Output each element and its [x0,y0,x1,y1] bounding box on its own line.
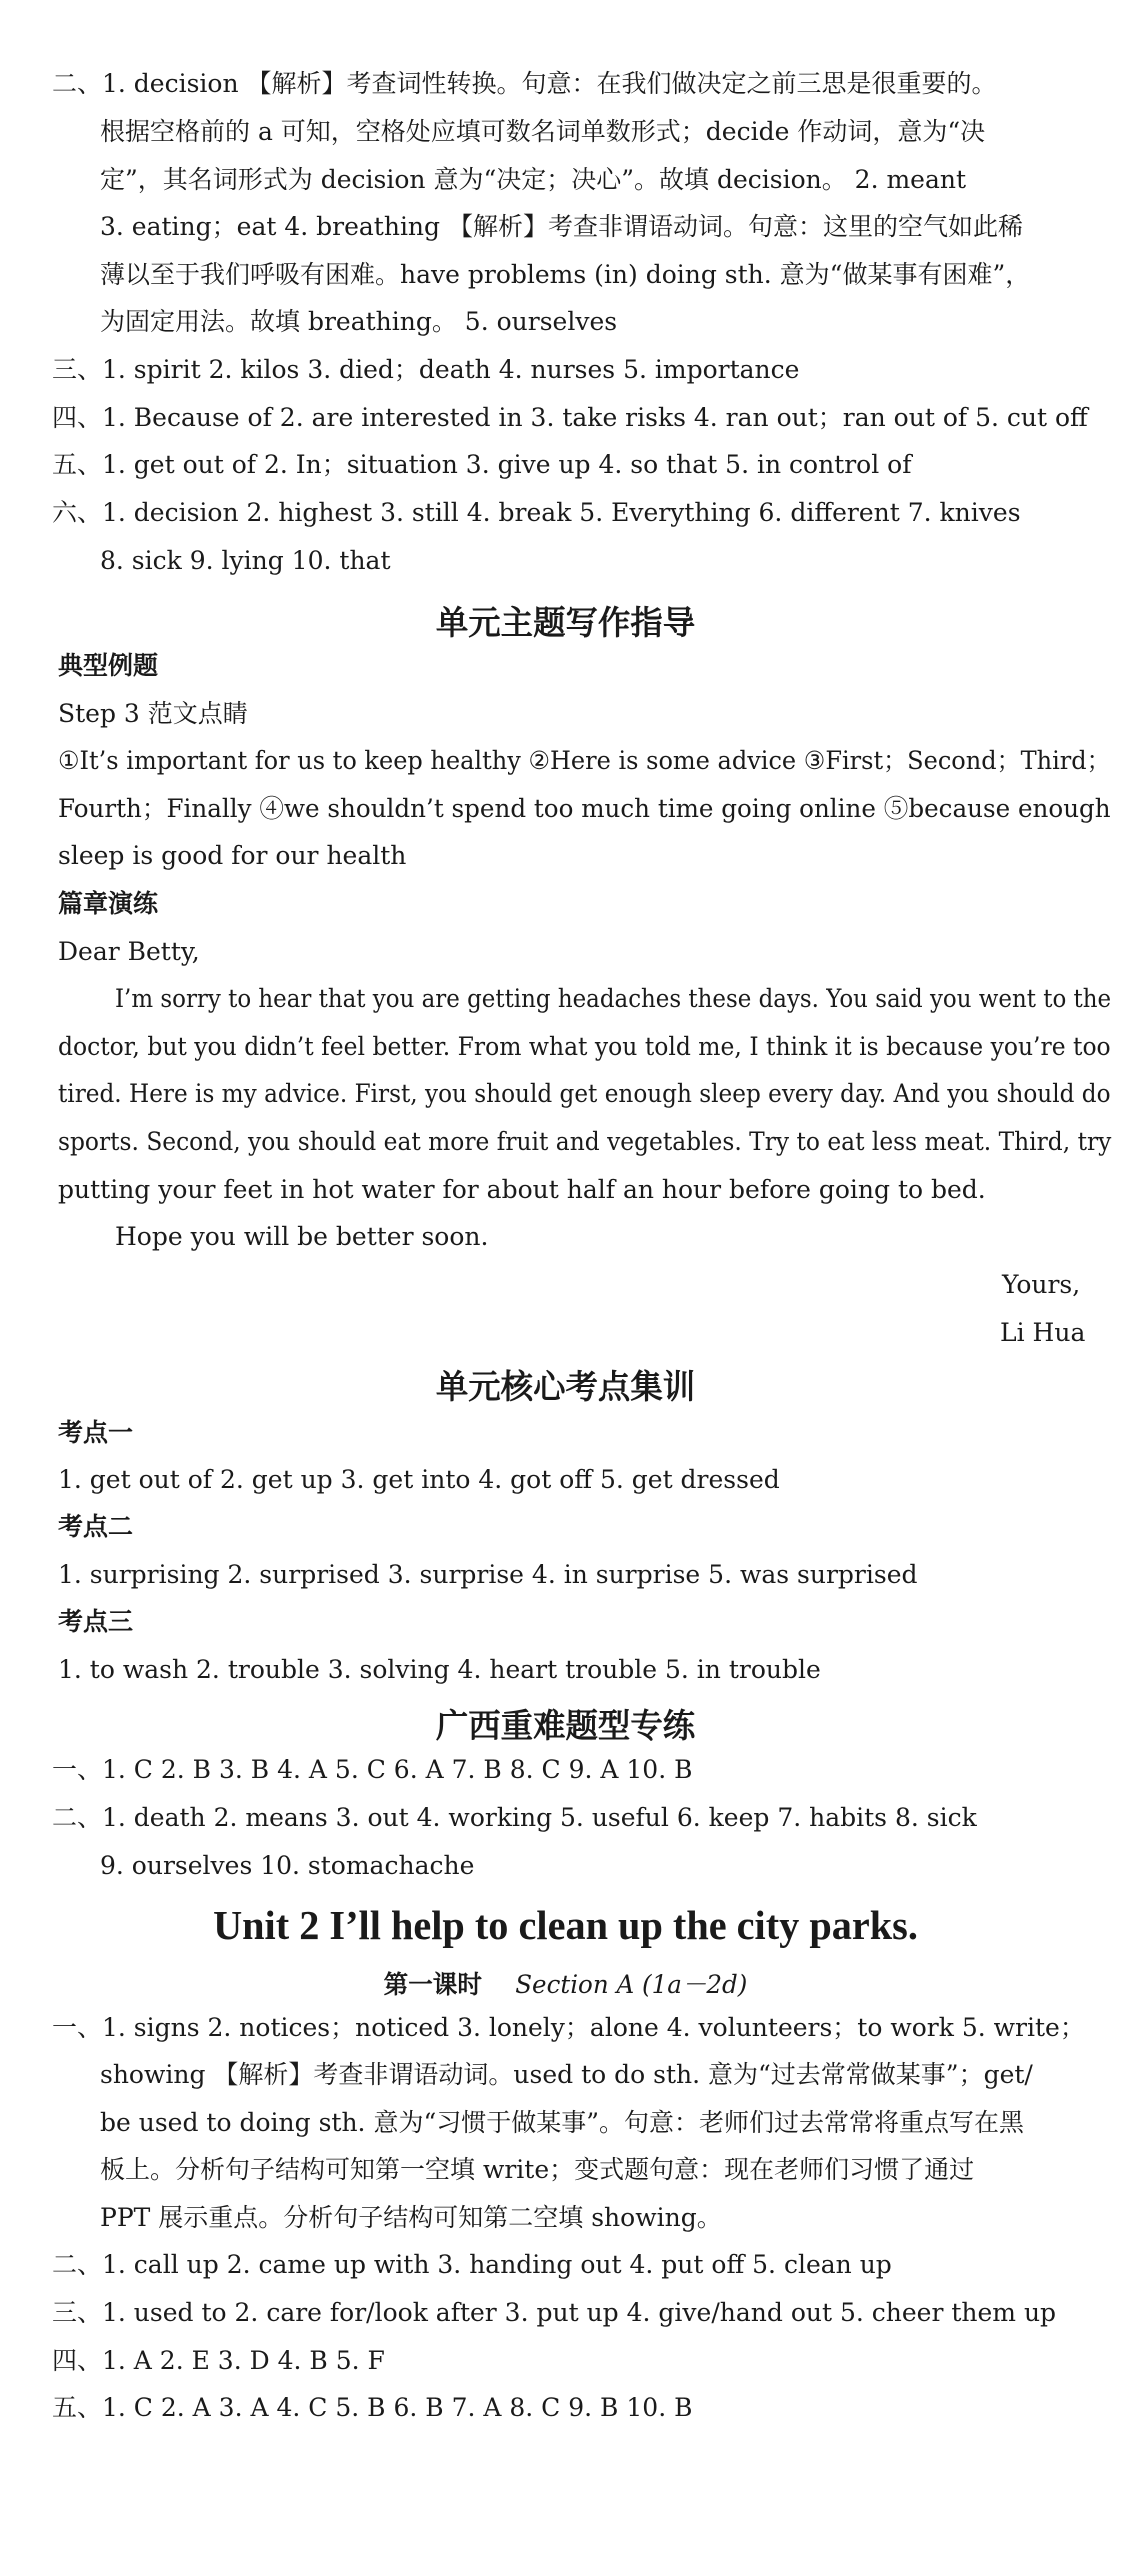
answer-line: 3. eating；eat 4. breathing 【解析】考查非谓语动词。句意：这里的空气如此稀 [100,212,1023,241]
core-point-answers: 1. get out of 2. get up 3. get into 4. got off 5. get dressed [58,1465,780,1494]
example-heading: 典型例题 [58,651,159,680]
answer-line: 六、1. decision 2. highest 3. still 4. break 5. Everything 6. different 7. knives [52,498,1021,527]
guangxi-line: 二、1. death 2. means 3. out 4. working 5. useful 6. keep 7. habits 8. sick [52,1803,977,1832]
step-line: sleep is good for our health [58,841,407,870]
unit-line: 二、1. call up 2. came up with 3. handing out 4. put off 5. clean up [52,2250,892,2279]
letter-line: Hope you will be better soon. [115,1222,489,1251]
writing-section-title: 单元主题写作指导 [435,603,696,642]
letter-line: I’m sorry to hear that you are getting headaches these days. You said you went to the [115,984,1112,1013]
answer-line: 根据空格前的 a 可知，空格处应填可数名词单数形式；decide 作动词，意为“决 [100,117,986,146]
unit-line: 一、1. signs 2. notices；noticed 3. lonely；alone 4. volunteers；to work 5. write； [52,2013,1085,2042]
core-point-answers: 1. surprising 2. surprised 3. surprise 4. in surprise 5. was surprised [58,1560,918,1589]
step-label: Step 3 范文点睛 [58,699,248,728]
guangxi-line: 9. ourselves 10. stomachache [100,1851,475,1880]
lesson-label: 第一课时 [383,1970,482,1999]
answer-line: 四、1. Because of 2. are interested in 3. take risks 4. ran out；ran out of 5. cut off [52,403,1088,432]
answer-line: 薄以至于我们呼吸有困难。have problems (in) doing sth. 意为“做某事有困难”， [100,260,1031,289]
core-point-answers: 1. to wash 2. trouble 3. solving 4. heart trouble 5. in trouble [58,1655,821,1684]
unit-line: 四、1. A 2. E 3. D 4. B 5. F [52,2346,385,2375]
unit-line: be used to doing sth. 意为“习惯于做某事”。句意：老师们过去常常将重点写在黑 [100,2108,1025,2137]
unit-line: 板上。分析句子结构可知第一空填 write；变式题句意：现在老师们习惯了通过 [100,2155,975,2184]
core-point-label: 考点三 [58,1607,134,1636]
unit-line: PPT 展示重点。分析句子结构可知第二空填 showing。 [100,2203,722,2232]
letter-signature: Li Hua [1000,1318,1086,1347]
core-section-title: 单元核心考点集训 [435,1367,696,1406]
guangxi-section-title: 广西重难题型专练 [435,1706,696,1745]
unit-line: 三、1. used to 2. care for/look after 3. put up 4. give/hand out 5. cheer them up [52,2298,1057,2327]
answer-line: 为固定用法。故填 breathing。 5. ourselves [100,307,618,336]
letter-closing: Yours, [1002,1270,1081,1299]
answer-line: 五、1. get out of 2. In；situation 3. give up 4. so that 5. in control of [52,450,912,479]
answer-line: 8. sick 9. lying 10. that [100,546,391,575]
letter-greeting: Dear Betty, [58,937,200,966]
step-line: ①It’s important for us to keep healthy ②Here is some advice ③First；Second；Third； [58,746,1111,775]
guangxi-line: 一、1. C 2. B 3. B 4. A 5. C 6. A 7. B 8. C 9. A 10. B [52,1755,693,1784]
answer-line: 定”，其名词形式为 decision 意为“决定；决心”。故填 decision。 2. meant [100,165,967,194]
step-line: Fourth；Finally ④we shouldn’t spend too much time going online ⑤because enough [58,794,1111,823]
answer-line: 三、1. spirit 2. kilos 3. died；death 4. nurses 5. importance [52,355,800,384]
answer-line: 二、1. decision 【解析】考查词性转换。句意：在我们做决定之前三思是很重要的。 [52,69,997,98]
core-point-label: 考点一 [58,1418,134,1447]
practice-heading: 篇章演练 [58,889,159,918]
core-point-label: 考点二 [58,1512,134,1541]
lesson-heading [10,1965,1121,2001]
unit-line: showing 【解析】考查非谓语动词。used to do sth. 意为“过去常常做某事”；get/ [100,2060,1033,2089]
letter-line: putting your feet in hot water for about half an hour before going to bed. [58,1175,986,1204]
letter-line: tired. Here is my advice. First, you should get enough sleep every day. And you should do [58,1079,1111,1108]
letter-line: sports. Second, you should eat more fruit and vegetables. Try to eat less meat. Third, try [58,1127,1112,1156]
unit-line: 五、1. C 2. A 3. A 4. C 5. B 6. B 7. A 8. C 9. B 10. B [52,2393,693,2422]
section-label: Section A (1a－2d) [515,1970,748,1999]
letter-line: doctor, but you didn’t feel better. From what you told me, I think it is because you’re too [58,1032,1111,1061]
unit-title: Unit 2 I’ll help to clean up the city parks. [213,1902,918,1948]
